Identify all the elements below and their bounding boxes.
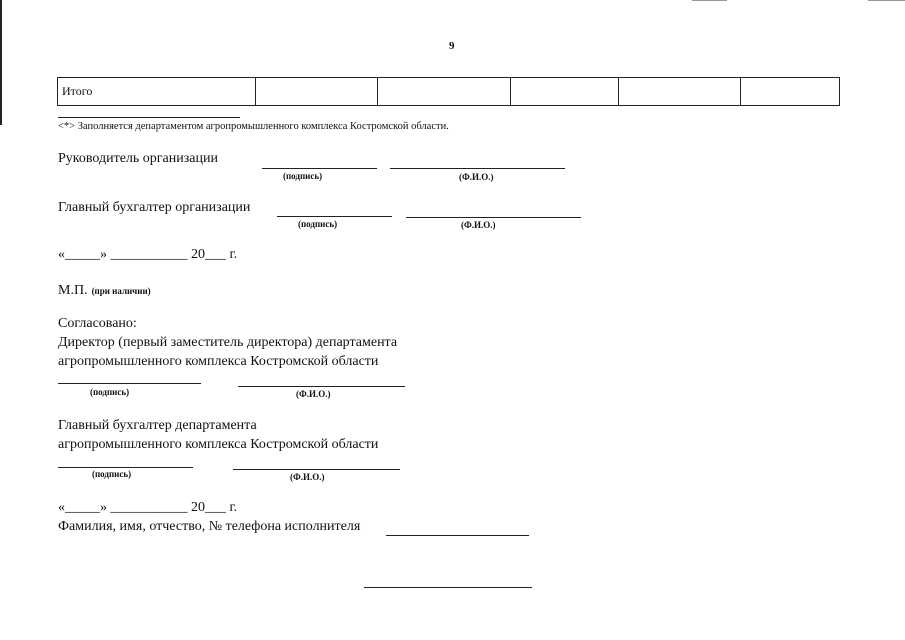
table-cell	[256, 78, 378, 106]
bottom-separator	[364, 587, 532, 588]
table-cell	[378, 78, 511, 106]
org-accountant-label: Главный бухгалтер организации	[58, 200, 251, 215]
scan-mark	[692, 0, 727, 1]
footnote: <*> Заполняется департаментом агропромышленного комплекса Костромской области.	[58, 121, 449, 132]
scan-mark	[868, 0, 905, 1]
executor-label: Фамилия, имя, отчество, № телефона исполнителя	[58, 519, 361, 534]
table-cell	[511, 78, 619, 106]
date-line: «_____» ___________ 20___ г.	[58, 247, 238, 262]
footnote-separator	[58, 117, 240, 118]
signature-line	[277, 216, 392, 217]
name-line	[233, 469, 400, 470]
signature-line	[58, 383, 201, 384]
name-caption: (Ф.И.О.)	[459, 172, 494, 182]
signature-caption: (подпись)	[92, 469, 132, 479]
signature-caption: (подпись)	[283, 171, 323, 181]
signature-line	[262, 168, 377, 169]
name-caption: (Ф.И.О.)	[290, 472, 325, 482]
dept-accountant-line2: агропромышленного комплекса Костромской области	[58, 437, 379, 452]
name-line	[390, 168, 565, 169]
dept-accountant-line1: Главный бухгалтер департамента	[58, 418, 257, 433]
stamp-place	[58, 281, 151, 299]
name-caption: (Ф.И.О.)	[461, 220, 496, 230]
stamp-label: М.П.	[58, 283, 88, 298]
table-cell	[619, 78, 741, 106]
executor-line	[386, 535, 529, 536]
signature-caption: (подпись)	[90, 387, 130, 397]
name-caption: (Ф.И.О.)	[296, 389, 331, 399]
table-cell	[741, 78, 840, 106]
row-label: Итого	[58, 78, 256, 106]
org-head-label: Руководитель организации	[58, 151, 218, 166]
stamp-note: (при наличии)	[91, 286, 151, 296]
director-title-line1: Директор (первый заместитель директора) департамента	[58, 335, 398, 350]
page-number: 9	[449, 40, 455, 52]
name-line	[406, 217, 581, 218]
signature-line	[58, 467, 193, 468]
agreed-title: Согласовано:	[58, 316, 137, 331]
table-row	[58, 78, 840, 106]
signature-caption: (подпись)	[298, 219, 338, 229]
totals-table	[57, 77, 840, 106]
name-line	[238, 386, 405, 387]
director-title-line2: агропромышленного комплекса Костромской области	[58, 354, 379, 369]
page-edge	[0, 0, 2, 125]
date-line: «_____» ___________ 20___ г.	[58, 500, 238, 515]
